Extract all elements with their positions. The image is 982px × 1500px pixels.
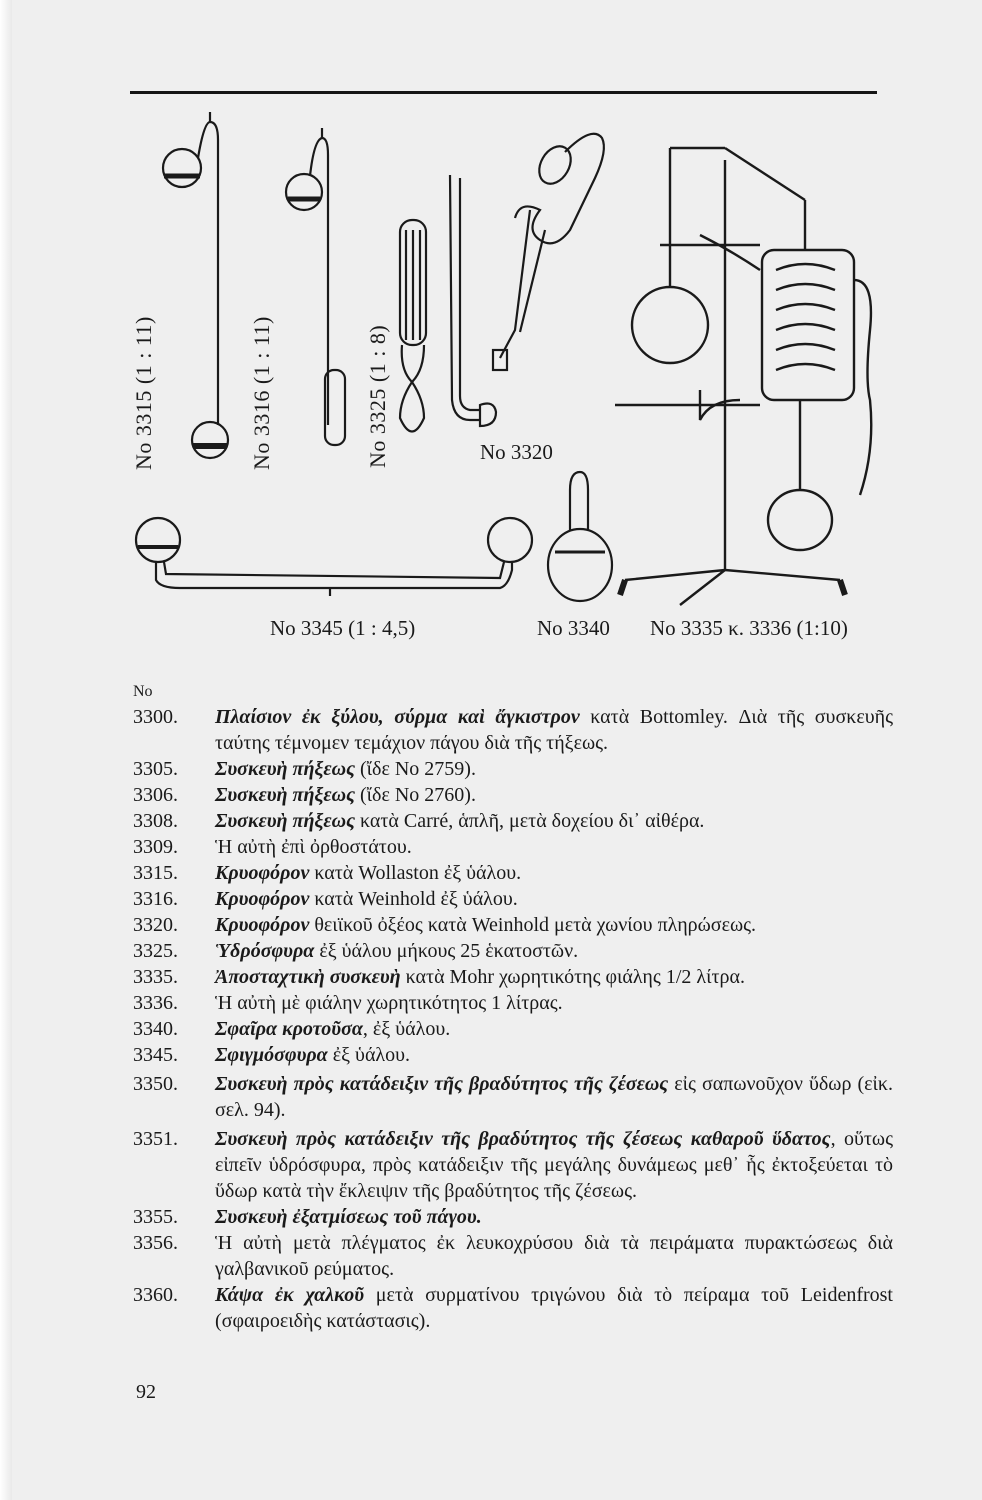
pulse-glass-3345-illustration: [136, 518, 532, 596]
entry-item-text: εἰς σαπωνοῦχον ὕδωρ (εἰκ. σελ. 94).: [215, 1073, 893, 1121]
entry-number: 3355.: [133, 1206, 178, 1228]
cryophorus-3315-illustration: [163, 112, 228, 458]
entry-number: 3356.: [133, 1232, 178, 1254]
entry-item-text: μετὰ συρματίνου τριγώνου διὰ τὸ πείραμα τοῦ Leidenfrost (σφαιροειδὴς κατάστασις).: [215, 1284, 893, 1332]
catalog-entry: [133, 886, 893, 912]
label-3320: No 3320: [480, 440, 553, 464]
cryophorus-ball-3340-illustration: [548, 472, 612, 601]
catalog-entries: [133, 704, 893, 1334]
entry-description: [215, 912, 893, 938]
entry-description: [215, 860, 893, 886]
entry-number: 3335.: [133, 966, 178, 988]
label-3315: No 3315 (1 : 11): [131, 316, 156, 470]
entry-item-name: Σφαῖρα κροτοῦσα: [215, 1018, 363, 1040]
catalog-entry: [133, 938, 893, 964]
water-hammer-3325-illustration: [400, 220, 426, 432]
entry-description: [215, 704, 893, 756]
entry-item-text: θειϊκοῦ ὀξέος κατὰ Weinhold μετὰ χωνίου πληρώσεως.: [309, 914, 757, 936]
entry-number: 3350.: [133, 1073, 178, 1095]
entry-number: 3351.: [133, 1128, 178, 1150]
entry-item-name: Συσκευὴ πήξεως: [215, 784, 355, 806]
entry-item-text: ἐξ ὑάλου μήκους 25 ἑκατοστῶν.: [314, 940, 579, 962]
catalog-entry: [133, 704, 893, 756]
entry-item-text: κατὰ Wollaston ἐξ ὑάλου.: [309, 862, 522, 884]
entry-item-text: κατὰ Bottomley. Διὰ τῆς συσκευῆς ταύτης τέμνομεν τεμάχιον πάγου διὰ τῆς τήξεως.: [215, 706, 894, 754]
entry-description: [215, 1282, 893, 1334]
entry-item-text: κατὰ Weinhold ἐξ ὑάλου.: [309, 888, 518, 910]
catalog-entry: [133, 1282, 893, 1334]
catalog-entry: [133, 1230, 893, 1282]
entry-item-name: Κρυοφόρον: [215, 888, 310, 910]
entry-item-name: Σφιγμόσφυρα: [215, 1044, 328, 1066]
label-3325: No 3325 (1 : 8): [365, 324, 390, 468]
catalog-entry: [133, 990, 893, 1016]
entry-item-name: Συσκευὴ πήξεως: [215, 758, 355, 780]
entry-item-name: Κρυοφόρον: [215, 914, 310, 936]
entry-description: [215, 834, 893, 860]
label-3335: No 3335 κ. 3336 (1:10): [650, 616, 848, 640]
entry-description: [215, 1071, 893, 1123]
entry-number: 3300.: [133, 706, 178, 728]
entry-number: 3306.: [133, 784, 178, 806]
catalog-entry: [133, 1016, 893, 1042]
entry-description: [215, 756, 893, 782]
cryophorus-funnel-illustration: [493, 134, 604, 370]
page-edge: [0, 0, 12, 1500]
distillation-apparatus-illustration: [615, 148, 871, 605]
entry-description: [215, 1126, 893, 1204]
entry-number: 3309.: [133, 836, 178, 858]
entry-item-text: (ἴδε Νο 2759).: [355, 758, 476, 780]
entry-item-text: κατὰ Carré, ἁπλῆ, μετὰ δοχείου δι᾽ αἰθέρα.: [355, 810, 705, 832]
catalog-entry: [133, 808, 893, 834]
entry-description: [215, 782, 893, 808]
entry-item-text: , οὕτως εἰπεῖν ὑδρόσφυρα, πρὸς κατάδειξιν τῆς μεγάλης δυνάμεως μεθ᾽ ἧς ἐκτοξεύεται τὸ ὕδωρ κατὰ τὴν ἔκλειψιν τῆς βραδύτητος τῆς ζέσεως.: [215, 1128, 893, 1202]
entry-number: 3325.: [133, 940, 178, 962]
catalog-entry: [133, 1126, 893, 1204]
entry-item-name: Συσκευὴ πρὸς κατάδειξιν τῆς βραδύτητος τῆς ζέσεως: [215, 1073, 669, 1095]
entry-item-name: Ὑδρόσφυρα: [215, 940, 315, 962]
entry-description: [215, 1016, 893, 1042]
label-3340: No 3340: [537, 616, 610, 640]
entry-number: 3336.: [133, 992, 178, 1014]
entry-description: [215, 964, 893, 990]
catalog-entry: [133, 782, 893, 808]
entry-number: 3308.: [133, 810, 178, 832]
entry-description: [215, 886, 893, 912]
entry-item-text: Ἡ αὐτὴ ἐπὶ ὀρθοστάτου.: [215, 836, 412, 858]
entry-item-text: ἐξ ὑάλου.: [327, 1044, 411, 1066]
catalog-entry: [133, 964, 893, 990]
entry-description: [215, 1204, 893, 1230]
entry-description: [215, 1230, 893, 1282]
entry-item-name: Συσκευὴ ἐξατμίσεως τοῦ πάγου.: [215, 1206, 482, 1228]
entry-number: 3360.: [133, 1284, 178, 1306]
entry-item-text: Ἡ αὐτὴ μετὰ πλέγματος ἐκ λευκοχρύσου διὰ τὰ πειράματα πυρακτώσεως διὰ γαλβανικοῦ ρεύματος.: [215, 1232, 893, 1280]
entry-number: 3320.: [133, 914, 178, 936]
catalog-entry: [133, 912, 893, 938]
entry-number: 3340.: [133, 1018, 178, 1040]
entry-item-name: Κρυοφόρον: [215, 862, 310, 884]
header-rule: [130, 91, 877, 94]
cryophorus-3316-illustration: [286, 128, 345, 445]
entry-item-text: Ἡ αὐτὴ μὲ φιάλην χωρητικότητος 1 λίτρας.: [215, 992, 563, 1014]
entry-description: [215, 1042, 893, 1068]
entry-description: [215, 808, 893, 834]
entry-description: [215, 990, 893, 1016]
label-3345: No 3345 (1 : 4,5): [270, 616, 416, 640]
catalog-entry: [133, 1204, 893, 1230]
catalog-entry: [133, 1071, 893, 1123]
entry-item-name: Συσκευὴ πήξεως: [215, 810, 355, 832]
entry-item-name: Κάψα ἐκ χαλκοῦ: [215, 1284, 365, 1306]
entry-item-text: , ἐξ ὑάλου.: [362, 1018, 451, 1040]
entry-item-name: Συσκευὴ πρὸς κατάδειξιν τῆς βραδύτητος τῆς ζέσεως καθαροῦ ὕδατος: [215, 1128, 831, 1150]
apparatus-figure: [100, 100, 890, 640]
catalog-entry: [133, 834, 893, 860]
entry-description: [215, 938, 893, 964]
entry-item-name: Ἀποσταχτικὴ συσκευὴ: [215, 966, 401, 988]
entry-number: 3305.: [133, 758, 178, 780]
catalog-entry: [133, 860, 893, 886]
cryophorus-3320-illustration: [450, 175, 496, 426]
catalog-entry: [133, 756, 893, 782]
entry-item-name: Πλαίσιον ἐκ ξύλου, σύρμα καὶ ἄγκιστρον: [215, 706, 580, 728]
entry-number: 3345.: [133, 1044, 178, 1066]
entry-item-text: κατὰ Mohr χωρητικότης φιάλης 1/2 λίτρα.: [400, 966, 745, 988]
page-number: 92: [136, 1381, 156, 1403]
number-column-header: No: [133, 683, 153, 700]
label-3316: No 3316 (1 : 11): [249, 316, 274, 470]
entry-number: 3315.: [133, 862, 178, 884]
entry-item-text: (ἴδε Νο 2760).: [355, 784, 476, 806]
entry-number: 3316.: [133, 888, 178, 910]
catalog-entry: [133, 1042, 893, 1068]
